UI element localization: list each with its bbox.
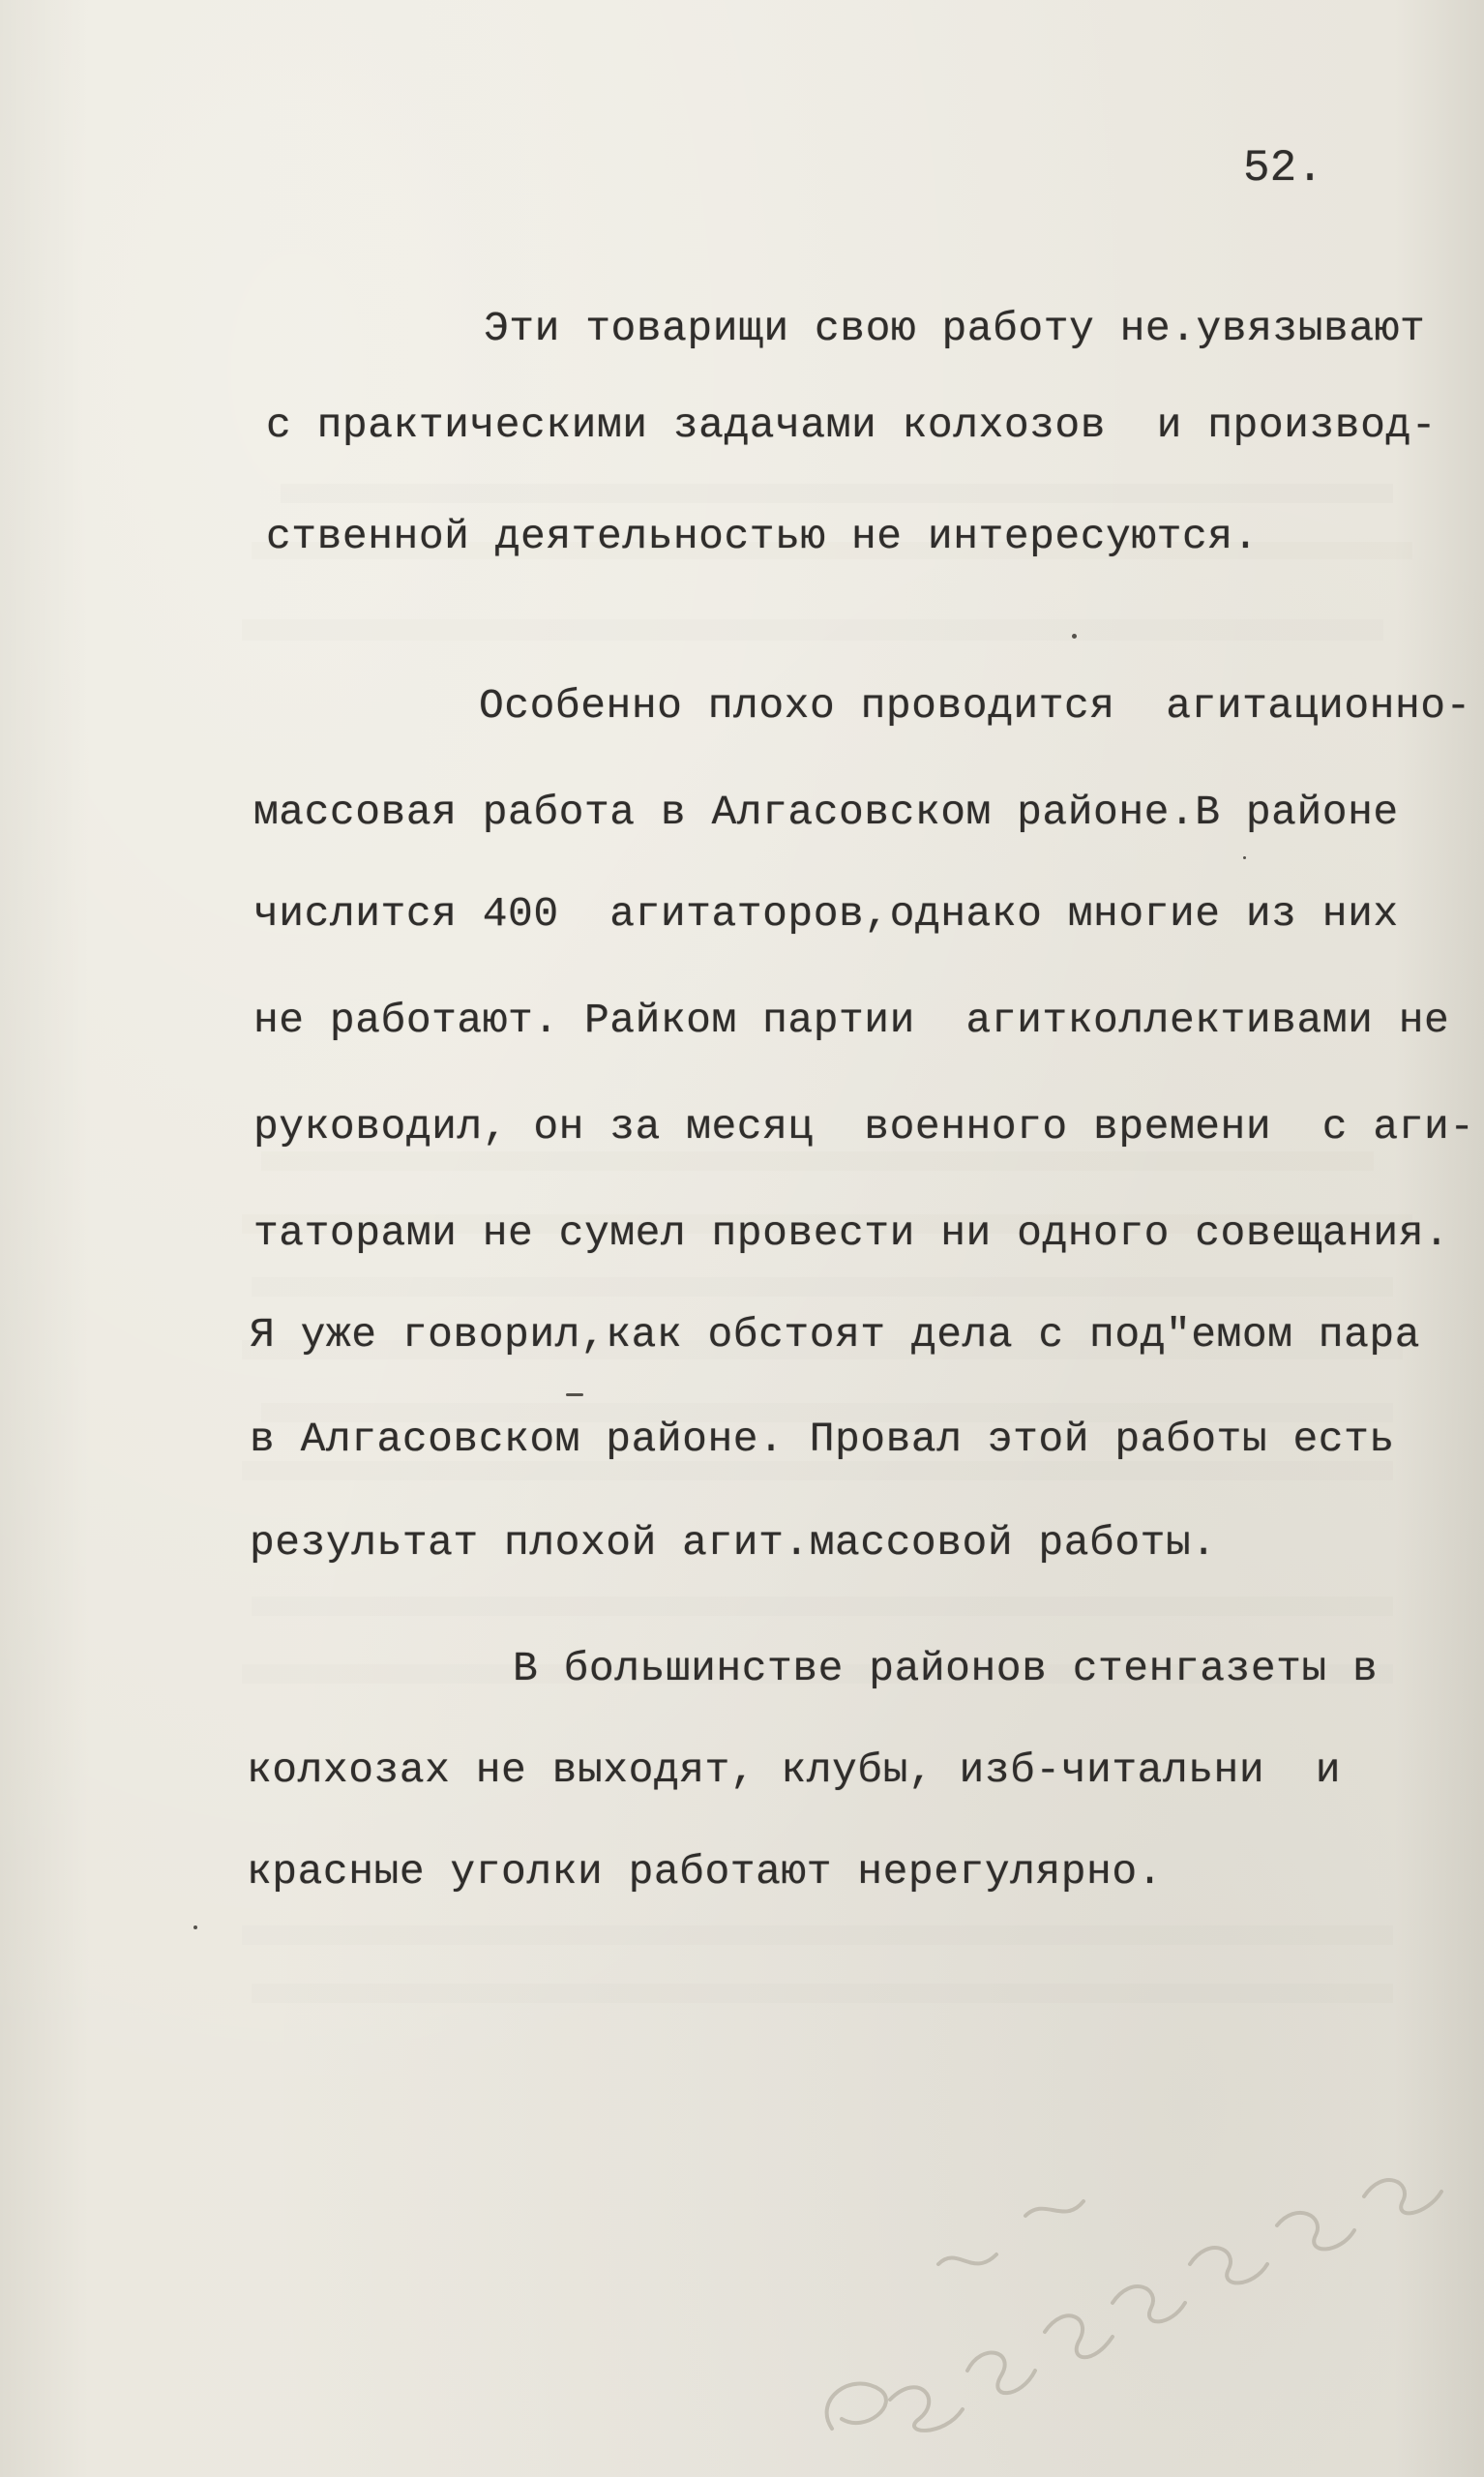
handwritten-watermark bbox=[774, 2109, 1451, 2458]
paragraph-3-line-1: В большинстве районов стенгазеты в bbox=[513, 1645, 1379, 1692]
dust-speck bbox=[1072, 634, 1077, 639]
paragraph-2-line-9: результат плохой агит.массовой работы. bbox=[250, 1519, 1217, 1567]
paragraph-2-line-2: массовая работа в Алгасовском районе.В районе bbox=[253, 789, 1399, 836]
paragraph-1-line-1: Эти товарищи свою работу не.увязывают bbox=[484, 305, 1426, 352]
paragraph-1-line-3: ственной деятельностью не интересуются. bbox=[266, 513, 1259, 560]
paragraph-2-line-5: руководил, он за месяц военного времени с аги- bbox=[253, 1103, 1475, 1150]
paragraph-2-line-1: Особенно плохо проводится агитационно- bbox=[479, 682, 1471, 730]
paragraph-2-line-3: числится 400 агитаторов,однако многие из них bbox=[253, 890, 1399, 938]
paragraph-2-line-8: в Алгасовском районе. Провал этой работы есть bbox=[250, 1416, 1395, 1463]
paragraph-2-line-4: не работают. Райком партии агитколлективами не bbox=[253, 997, 1450, 1044]
paragraph-2-line-7: Я уже говорил,как обстоят дела с под"емом пара bbox=[250, 1311, 1420, 1358]
paragraph-3-line-2: колхозах не выходят, клубы, изб-читальни и bbox=[247, 1746, 1342, 1794]
paragraph-1-line-2: с практическими задачами колхозов и производ- bbox=[266, 402, 1437, 449]
dust-speck bbox=[566, 1393, 583, 1396]
paragraph-3-line-3: красные уголки работают нерегулярно. bbox=[247, 1848, 1163, 1895]
paragraph-2-line-6: таторами не сумел провести ни одного совещания. bbox=[253, 1209, 1450, 1257]
page-number: 52. bbox=[1243, 143, 1323, 194]
dust-speck bbox=[1243, 856, 1246, 859]
dust-speck bbox=[193, 1925, 197, 1929]
